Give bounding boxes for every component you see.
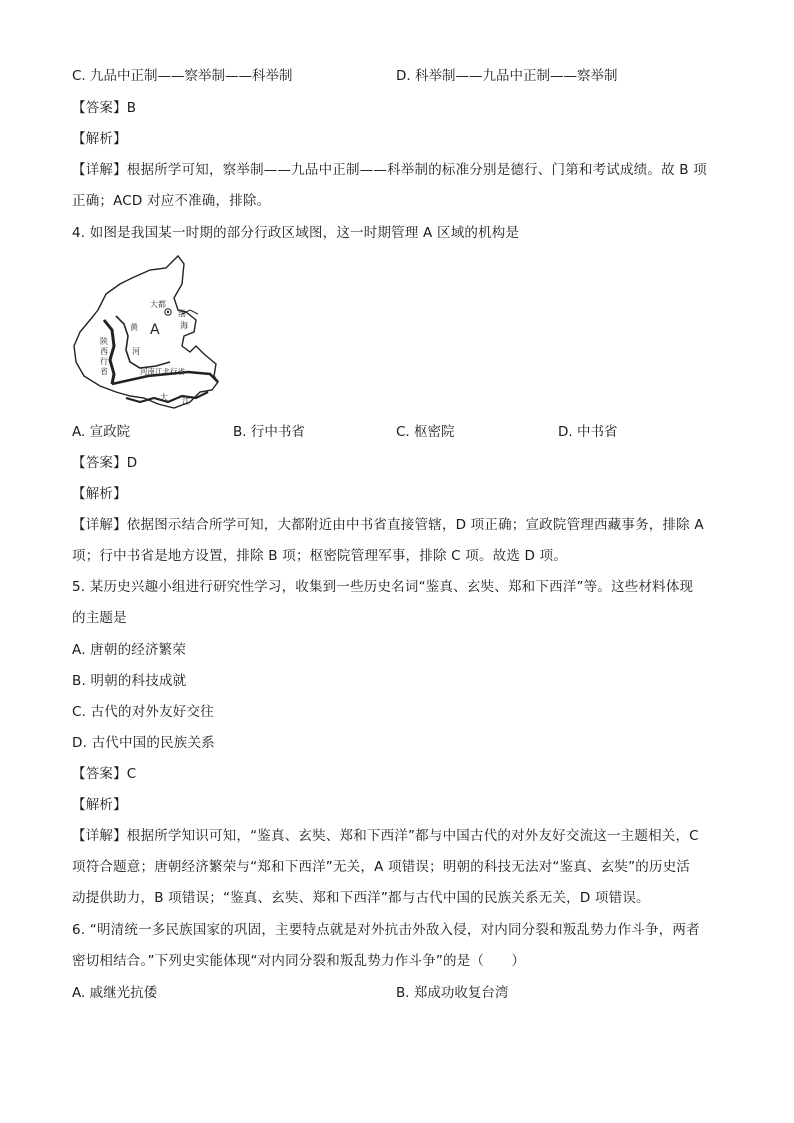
q4-option-c: C. 枢密院 (396, 424, 455, 440)
yellow-river (116, 316, 170, 368)
label-shaan: 陕 (100, 337, 108, 346)
label-hai: 海 (180, 321, 188, 330)
label-huang: 黄 (130, 323, 138, 332)
q5-stem-line-1: 5. 某历史兴趣小组进行研究性学习，收集到一些历史名词“鉴真、玄奘、郑和下西洋”等。这些材料体现 (72, 579, 694, 595)
q4-option-d: D. 中书省 (558, 424, 618, 440)
q5-option-d: D. 古代中国的民族关系 (72, 735, 215, 751)
q5-option-c: C. 古代的对外友好交往 (72, 704, 214, 720)
label-dadu: 大都 (150, 300, 166, 309)
q5-option-a: A. 唐朝的经济繁荣 (72, 642, 187, 658)
q5-answer: 【答案】C (72, 766, 137, 782)
q4-detail-line-1: 【详解】依据图示结合所学可知，大都附近由中书省直接管辖，D 项正确；宣政院管理西藏事务，排除 A (72, 517, 704, 533)
q3-analysis-heading: 【解析】 (72, 131, 127, 147)
label-sheng: 省 (100, 367, 108, 376)
region-outline (74, 256, 218, 408)
q4-analysis-heading: 【解析】 (72, 486, 127, 502)
q5-option-b: B. 明朝的科技成就 (72, 673, 187, 689)
q6-stem-line-1: 6. “明清统一多民族国家的巩固，主要特点就是对外抗击外敌入侵，对内同分裂和叛乱势力作斗争，两者 (72, 922, 700, 938)
dadu-marker-dot (167, 311, 169, 313)
label-da: 大 (160, 393, 168, 402)
q3-detail-line-2: 正确；ACD 对应不准确，排除。 (72, 193, 271, 209)
label-xi: 西 (100, 347, 108, 356)
q4-stem: 4. 如图是我国某一时期的部分行政区域图，这一时期管理 A 区域的机构是 (72, 225, 520, 241)
label-he: 河 (132, 347, 140, 356)
q3-detail-line-1: 【详解】根据所学可知，察举制——九品中正制——科举制的标准分别是德行、门第和考试成绩。故 B 项 (72, 162, 707, 178)
label-henan-jiangbei: 河南江北行省 (140, 367, 185, 376)
q5-stem-line-2: 的主题是 (72, 610, 127, 626)
q5-detail-line-1: 【详解】根据所学知识可知，“鉴真、玄奘、郑和下西洋”都与中国古代的对外友好交流这一主题相关，C (72, 828, 699, 844)
q4-option-b: B. 行中书省 (233, 424, 305, 440)
q4-detail-line-2: 项；行中书省是地方设置，排除 B 项；枢密院管理军事，排除 C 项。故选 D 项。 (72, 548, 568, 564)
label-bo: 渤 (178, 309, 186, 318)
q4-answer: 【答案】D (72, 455, 138, 471)
q3-option-c: C. 九品中正制——察举制——科举制 (72, 68, 293, 84)
q4-option-a: A. 宣政院 (72, 424, 131, 440)
q3-option-d: D. 科举制——九品中正制——察举制 (396, 68, 618, 84)
q5-detail-line-2: 项符合题意；唐朝经济繁荣与“郑和下西洋”无关，A 项错误；明朝的科技无法对“鉴真、玄奘”的历史活 (72, 859, 691, 875)
q5-analysis-heading: 【解析】 (72, 797, 127, 813)
q6-option-a: A. 戚继光抗倭 (72, 985, 158, 1001)
label-a: A (150, 322, 160, 338)
q5-detail-line-3: 动提供助力，B 项错误；“鉴真、玄奘、郑和下西洋”都与古代中国的民族关系无关，D 项错误。 (72, 890, 650, 906)
q3-answer: 【答案】B (72, 100, 137, 116)
q6-stem-line-2: 密切相结合。”下列史实能体现“对内同分裂和叛乱势力作斗争”的是（ ） (72, 953, 526, 969)
label-jiang: 江 (182, 397, 190, 406)
q6-option-b: B. 郑成功收复台湾 (396, 985, 509, 1001)
label-xing: 行 (100, 357, 108, 366)
yuan-admin-map (70, 250, 225, 414)
